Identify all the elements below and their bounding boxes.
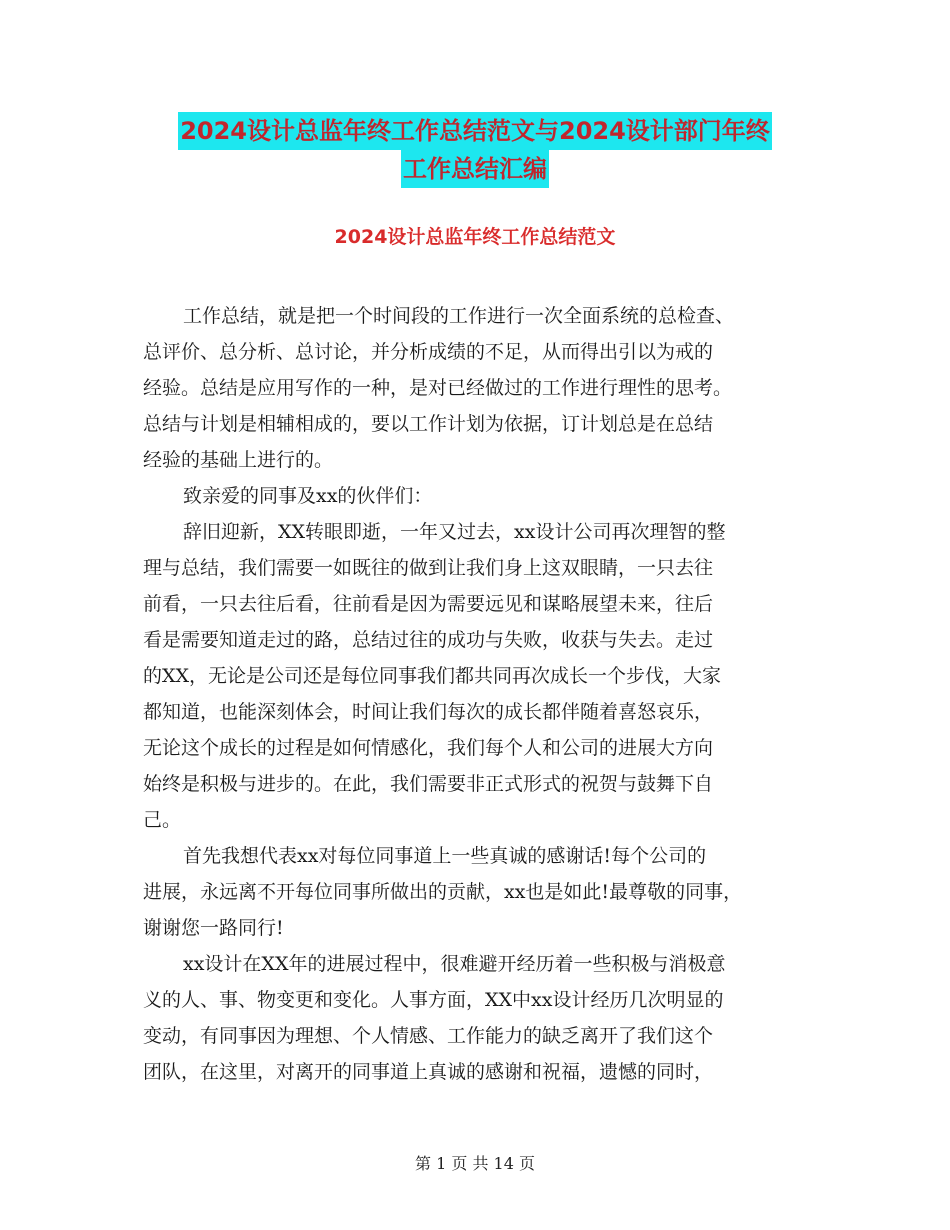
body-line: xx设计在XX年的进展过程中，很难避开经历着一些积极与消极意 — [183, 953, 726, 975]
body-line: 工作总结，就是把一个时间段的工作进行一次全面系统的总检查、 — [183, 305, 735, 327]
document-title-line-2: 工作总结汇编 — [401, 150, 549, 188]
salutation-line: 致亲爱的同事及xx的伙伴们： — [183, 485, 433, 507]
body-line: 都知道，也能深刻体会，时间让我们每次的成长都伴随着喜怒哀乐， — [143, 701, 714, 723]
body-line: 变动，有同事因为理想、个人情感、工作能力的缺乏离开了我们这个 — [143, 1025, 714, 1047]
body-line: 无论这个成长的过程是如何情感化，我们每个人和公司的进展大方向 — [143, 737, 714, 759]
body-line: 进展，永远离不开每位同事所做出的贡献，xx也是如此!最尊敬的同事， — [143, 881, 743, 903]
body-line: 看是需要知道走过的路，总结过往的成功与失败，收获与失去。走过 — [143, 629, 714, 651]
document-title — [0, 112, 950, 188]
body-line: 理与总结，我们需要一如既往的做到让我们身上这双眼睛，一只去往 — [143, 557, 714, 579]
body-line: 团队，在这里，对离开的同事道上真诚的感谢和祝福，遗憾的同时， — [143, 1061, 714, 1083]
section-heading: 2024设计总监年终工作总结范文 — [334, 226, 616, 248]
body-line: 辞旧迎新，XX转眼即逝，一年又过去，xx设计公司再次理智的整 — [183, 521, 726, 543]
body-line: 总评价、总分析、总讨论，并分析成绩的不足，从而得出引以为戒的 — [143, 341, 714, 363]
body-line: 谢谢您一路同行! — [143, 917, 284, 939]
body-line: 经验的基础上进行的。 — [143, 449, 334, 471]
body-line: 始终是积极与进步的。在此，我们需要非正式形式的祝贺与鼓舞下自 — [143, 773, 714, 795]
body-line: 首先我想代表xx对每位同事道上一些真诚的感谢话!每个公司的 — [183, 845, 707, 867]
document-title-line-1: 2024设计总监年终工作总结范文与2024设计部门年终 — [178, 112, 772, 150]
body-line: 的XX，无论是公司还是每位同事我们都共同再次成长一个步伐，大家 — [143, 665, 722, 687]
page-number-footer: 第 1 页 共 14 页 — [415, 1154, 535, 1173]
document-body — [143, 298, 808, 1090]
body-line: 己。 — [143, 809, 182, 831]
body-line: 前看，一只去往后看，往前看是因为需要远见和谋略展望未来，往后 — [143, 593, 714, 615]
body-line: 义的人、事、物变更和变化。人事方面，XX中xx设计经历几次明显的 — [143, 989, 724, 1011]
body-line: 总结与计划是相辅相成的，要以工作计划为依据，订计划总是在总结 — [143, 413, 714, 435]
body-line: 经验。总结是应用写作的一种，是对已经做过的工作进行理性的思考。 — [143, 377, 733, 399]
